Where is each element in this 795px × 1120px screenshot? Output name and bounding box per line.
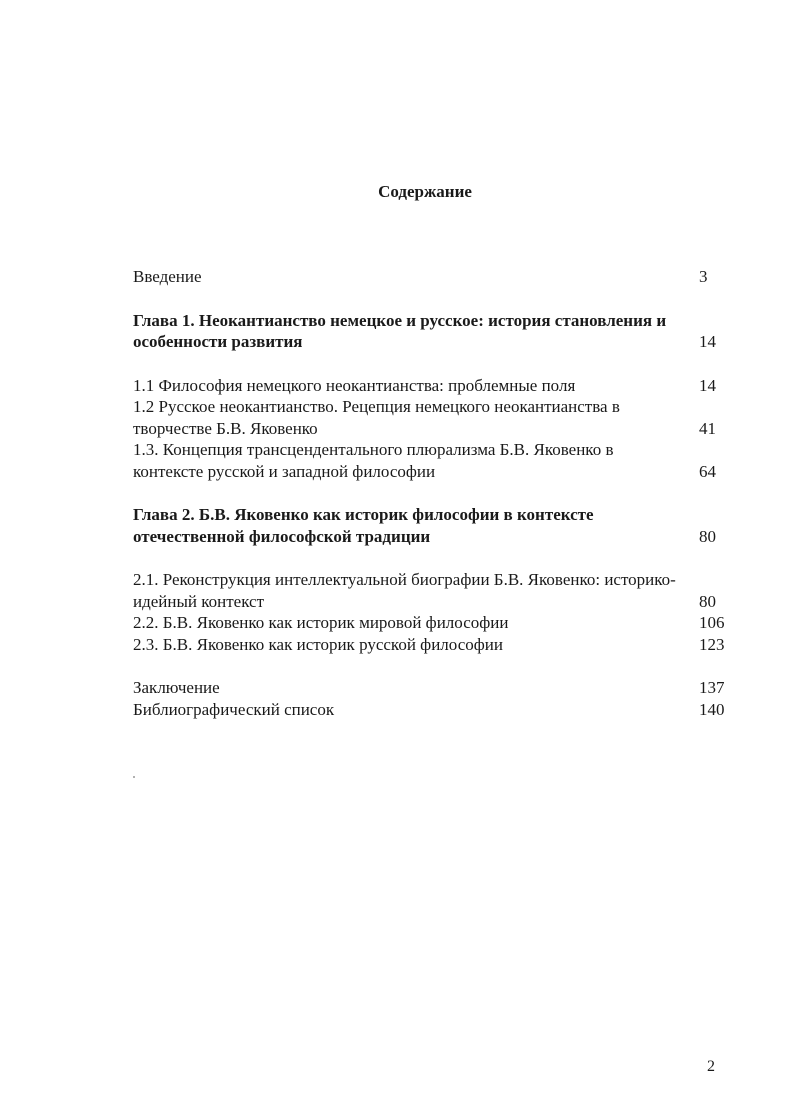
toc-entry-page: 80 xyxy=(699,526,716,546)
toc-entry-text: Заключение xyxy=(133,678,220,697)
toc-entry-text: Введение xyxy=(133,267,202,286)
page-number: 2 xyxy=(707,1058,715,1075)
toc-entry-chapter-2 xyxy=(133,504,733,547)
toc-entry-page: 64 xyxy=(699,461,716,481)
toc-entry-text: 1.2 Русское неокантианство. Рецепция немецкого неокантианства в творчестве Б.В. Яковенко xyxy=(133,397,620,438)
table-of-contents xyxy=(133,266,733,720)
toc-entry-intro xyxy=(133,266,733,288)
toc-entry-text: 2.2. Б.В. Яковенко как историк мировой философии xyxy=(133,613,509,632)
toc-entry-page: 14 xyxy=(699,375,716,395)
toc-entry-bibliography xyxy=(133,699,733,721)
toc-entry-conclusion xyxy=(133,677,733,699)
toc-entry-text: 2.3. Б.В. Яковенко как историк русской философии xyxy=(133,634,503,654)
toc-entry-text: Глава 2. Б.В. Яковенко как историк философии в контексте отечественной философской традиции xyxy=(133,505,594,546)
toc-entry-section-1-3 xyxy=(133,439,733,482)
toc-entry-text: Библиографический список xyxy=(133,699,335,719)
toc-entry-text: Глава 1. Неокантианство немецкое и русское: история становления и особенности развития xyxy=(133,310,667,351)
toc-entry-page: 80 xyxy=(699,591,716,611)
toc-entry-section-1-2 xyxy=(133,396,733,439)
toc-entry-page: 106 xyxy=(699,613,725,632)
toc-entry-text: 1.1 Философия немецкого неокантианства: проблемные поля xyxy=(133,375,576,395)
toc-entry-page: 123 xyxy=(699,634,725,654)
toc-entry-page: 140 xyxy=(699,699,725,719)
toc-entry-section-1-1 xyxy=(133,375,733,397)
toc-entry-section-2-2 xyxy=(133,612,733,634)
toc-entry-section-2-3 xyxy=(133,634,733,656)
page-title: Содержание xyxy=(378,182,472,201)
scan-speck xyxy=(133,776,135,778)
toc-entry-page: 41 xyxy=(699,418,716,438)
toc-entry-page: 3 xyxy=(699,267,708,286)
toc-entry-chapter-1 xyxy=(133,310,733,353)
toc-entry-text: 1.3. Концепция трансцендентального плюрализма Б.В. Яковенко в контексте русской и западной философии xyxy=(133,440,614,481)
toc-entry-text: 2.1. Реконструкция интеллектуальной биографии Б.В. Яковенко: историко-идейный контекст xyxy=(133,570,676,611)
toc-entry-page: 137 xyxy=(699,678,725,697)
toc-entry-section-2-1 xyxy=(133,569,733,612)
toc-entry-page: 14 xyxy=(699,332,716,351)
